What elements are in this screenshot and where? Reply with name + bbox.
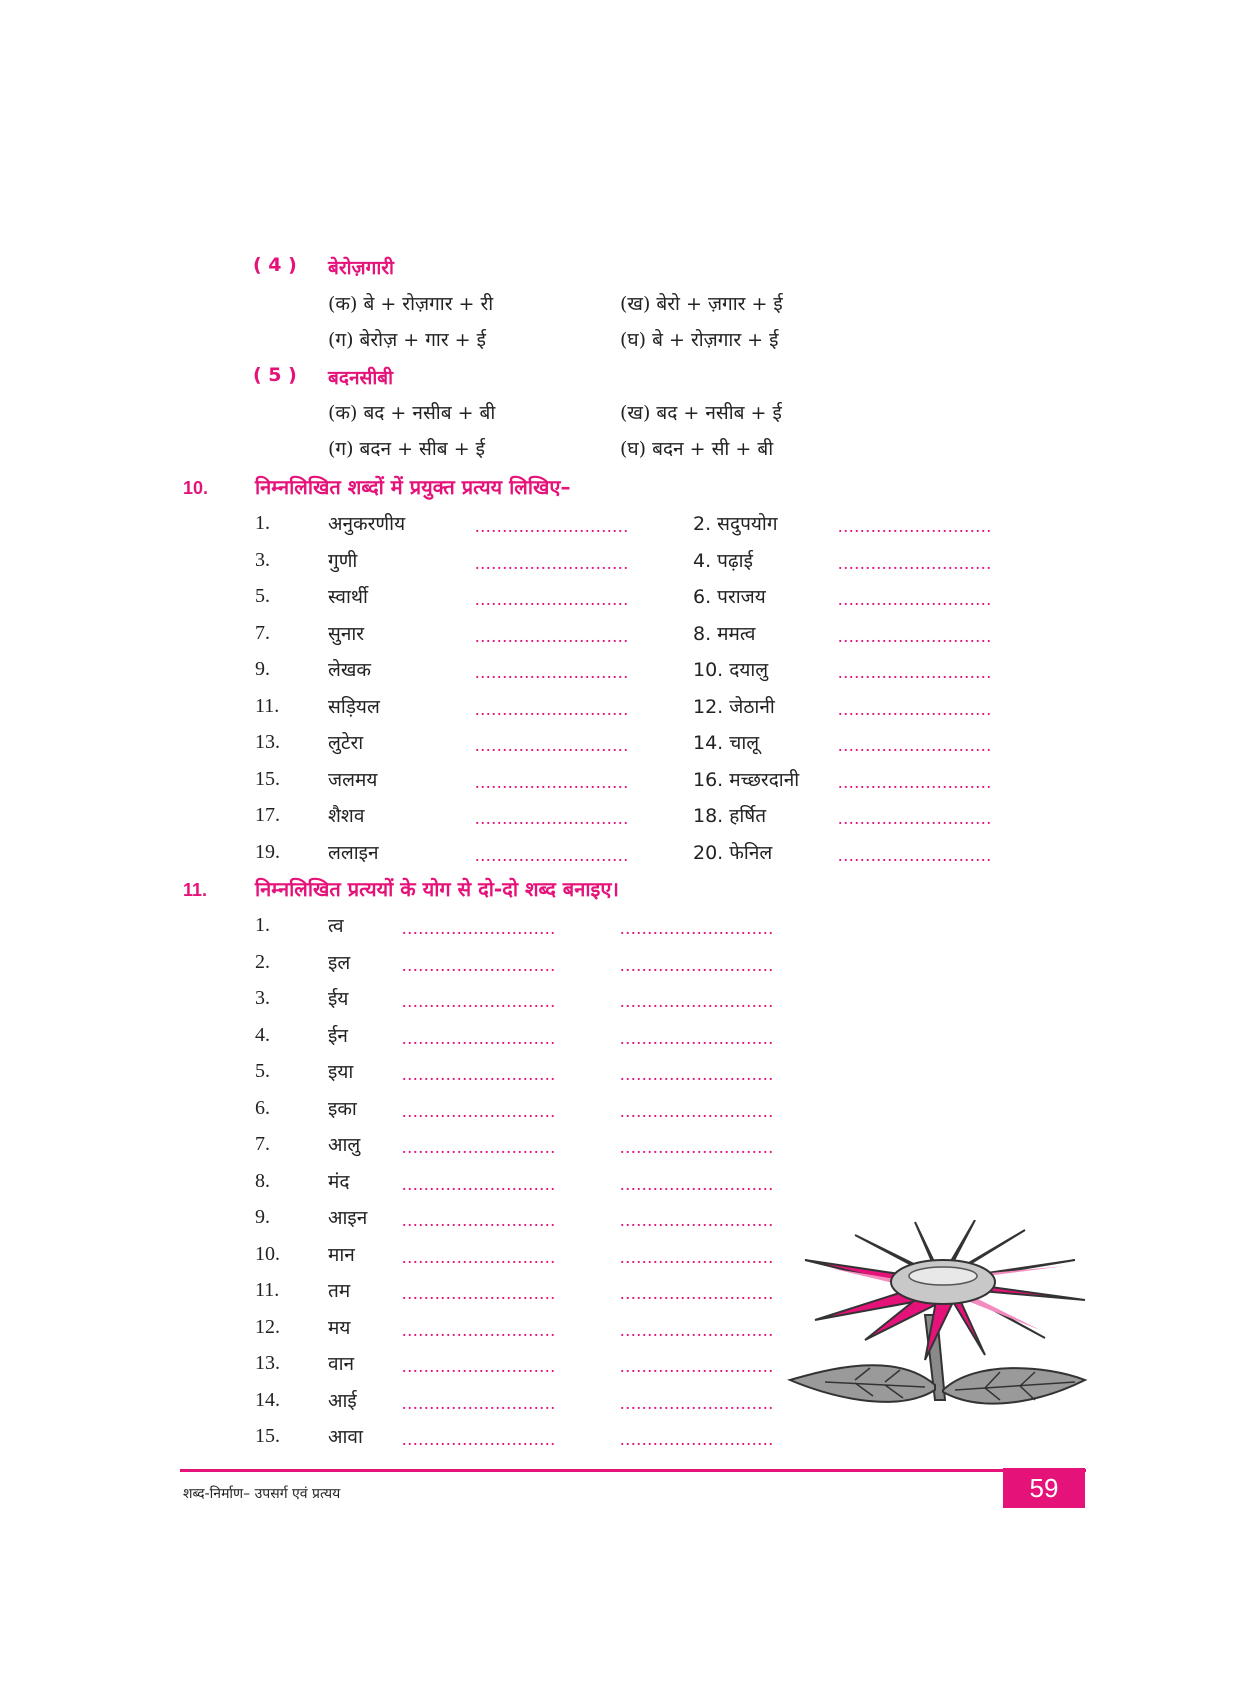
answer-blank: ............................: [620, 1100, 774, 1121]
item-number: 1.: [255, 512, 270, 534]
item-word: 18. हर्षित: [693, 805, 767, 827]
suffix-word: इया: [328, 1061, 354, 1083]
answer-blank: ............................: [402, 1027, 556, 1048]
item-word: गुणी: [328, 549, 358, 572]
answer-blank: ............................: [620, 1210, 774, 1230]
answer-blank: ............................: [402, 1100, 556, 1121]
answer-blank: ............................: [402, 1137, 556, 1157]
answer-blank: ............................: [620, 1319, 774, 1340]
suffix-word: आइन: [328, 1207, 368, 1229]
item-word: 14. चालू: [693, 732, 760, 754]
subquestion-word: बदनसीबी: [328, 367, 394, 389]
answer-blank: ............................: [838, 552, 992, 573]
answer-blank: ............................: [838, 844, 992, 865]
answer-blank: ............................: [838, 735, 992, 755]
item-number: 17.: [255, 804, 280, 826]
item-word: अनुकरणीय: [328, 513, 406, 535]
answer-blank: ............................: [838, 808, 992, 828]
answer-blank: ............................: [475, 808, 629, 828]
item-word: स्वार्थी: [328, 586, 368, 608]
suffix-word: मान: [328, 1243, 355, 1266]
pink-flower-icon: [785, 1220, 1100, 1420]
answer-blank: ............................: [402, 954, 556, 975]
answer-blank: ............................: [620, 1283, 774, 1303]
suffix-word: इल: [328, 951, 351, 974]
item-word: 6. पराजय: [693, 586, 766, 608]
answer-blank: ............................: [838, 516, 992, 536]
option-ga: (ग) बदन + सीब + ई: [328, 438, 485, 460]
item-number: 9.: [255, 658, 270, 680]
option-kha: (ख) बद + नसीब + ई: [620, 402, 782, 424]
item-word: सुनार: [328, 622, 365, 645]
item-number: 4.: [255, 1023, 270, 1046]
answer-blank: ............................: [620, 954, 774, 975]
page-number: 59: [1003, 1468, 1085, 1508]
subquestion-number: ( 5 ): [253, 364, 297, 386]
item-number: 13.: [255, 1352, 280, 1374]
answer-blank: ............................: [620, 1429, 774, 1449]
answer-blank: ............................: [838, 589, 992, 609]
item-number: 2.: [255, 950, 270, 973]
answer-blank: ............................: [402, 1429, 556, 1449]
answer-blank: ............................: [475, 625, 629, 646]
answer-blank: ............................: [475, 662, 629, 682]
suffix-word: आवा: [328, 1426, 363, 1448]
suffix-word: वान: [328, 1353, 355, 1375]
suffix-word: आलु: [328, 1134, 361, 1156]
item-number: 5.: [255, 585, 270, 607]
answer-blank: ............................: [838, 698, 992, 719]
answer-blank: ............................: [475, 698, 629, 719]
item-number: 8.: [255, 1169, 270, 1192]
answer-blank: ............................: [475, 552, 629, 573]
answer-blank: ............................: [620, 1064, 774, 1084]
item-number: 12.: [255, 1315, 280, 1338]
item-word: शैशव: [328, 805, 365, 827]
question-heading: निम्नलिखित प्रत्ययों के योग से दो-दो शब्द बनाइए।: [255, 877, 619, 901]
suffix-word: त्व: [328, 915, 344, 937]
answer-blank: ............................: [838, 625, 992, 646]
item-number: 5.: [255, 1060, 270, 1082]
answer-blank: ............................: [620, 1137, 774, 1157]
item-word: लुटेरा: [328, 732, 364, 754]
answer-blank: ............................: [402, 1210, 556, 1230]
option-ka: (क) बद + नसीब + बी: [328, 402, 496, 424]
answer-blank: ............................: [838, 662, 992, 682]
suffix-word: आई: [328, 1389, 357, 1412]
item-number: 3.: [255, 987, 270, 1009]
suffix-word: तम: [328, 1280, 351, 1302]
item-word: 4. पढ़ाई: [693, 549, 753, 572]
answer-blank: ............................: [620, 1173, 774, 1194]
item-number: 15.: [255, 1425, 280, 1447]
suffix-word: मंद: [328, 1170, 350, 1193]
item-word: जलमय: [328, 768, 378, 791]
item-number: 15.: [255, 767, 280, 790]
item-number: 9.: [255, 1206, 270, 1228]
item-number: 11.: [255, 1279, 280, 1301]
item-number: 3.: [255, 548, 270, 571]
item-number: 19.: [255, 840, 280, 863]
answer-blank: ............................: [620, 1246, 774, 1267]
item-word: 12. जेठानी: [693, 695, 775, 718]
suffix-word: इका: [328, 1097, 357, 1120]
question-number: 11.: [183, 880, 208, 900]
answer-blank: ............................: [402, 1356, 556, 1376]
suffix-word: ईन: [328, 1024, 348, 1047]
item-word: 2. सदुपयोग: [693, 513, 778, 535]
footer-divider: [180, 1469, 1086, 1472]
answer-blank: ............................: [620, 1356, 774, 1376]
item-number: 6.: [255, 1096, 270, 1119]
item-number: 1.: [255, 914, 270, 936]
answer-blank: ............................: [475, 844, 629, 865]
answer-blank: ............................: [402, 918, 556, 938]
item-number: 11.: [255, 694, 280, 717]
subquestion-word: बेरोज़गारी: [328, 257, 394, 279]
item-number: 10.: [255, 1242, 280, 1265]
answer-blank: ............................: [402, 1064, 556, 1084]
item-number: 7.: [255, 1133, 270, 1155]
answer-blank: ............................: [475, 516, 629, 536]
item-word: ललाइन: [328, 841, 379, 864]
option-ka: (क) बे + रोज़गार + री: [328, 293, 494, 315]
question-number: 10.: [183, 478, 209, 498]
suffix-word: ईय: [328, 988, 349, 1010]
item-word: 8. ममत्व: [693, 622, 756, 645]
option-gha: (घ) बदन + सी + बी: [620, 438, 774, 460]
answer-blank: ............................: [620, 1392, 774, 1413]
answer-blank: ............................: [402, 1319, 556, 1340]
item-word: 16. मच्छरदानी: [693, 768, 800, 791]
answer-blank: ............................: [402, 1246, 556, 1267]
answer-blank: ............................: [475, 589, 629, 609]
answer-blank: ............................: [620, 1027, 774, 1048]
item-number: 14.: [255, 1388, 280, 1411]
answer-blank: ............................: [402, 991, 556, 1011]
item-word: 20. फेनिल: [693, 841, 773, 864]
item-number: 13.: [255, 731, 280, 753]
answer-blank: ............................: [838, 771, 992, 792]
option-gha: (घ) बे + रोज़गार + ई: [620, 329, 779, 351]
answer-blank: ............................: [475, 771, 629, 792]
suffix-word: मय: [328, 1316, 351, 1339]
answer-blank: ............................: [620, 991, 774, 1011]
answer-blank: ............................: [402, 1392, 556, 1413]
answer-blank: ............................: [620, 918, 774, 938]
answer-blank: ............................: [475, 735, 629, 755]
answer-blank: ............................: [402, 1173, 556, 1194]
item-word: 10. दयालु: [693, 659, 769, 681]
option-ga: (ग) बेरोज़ + गार + ई: [328, 329, 486, 351]
answer-blank: ............................: [402, 1283, 556, 1303]
subquestion-number: ( 4 ): [253, 254, 297, 276]
item-number: 7.: [255, 621, 270, 644]
chapter-title: शब्द-निर्माण– उपसर्ग एवं प्रत्यय: [183, 1486, 341, 1502]
item-word: सड़ियल: [328, 695, 380, 718]
question-heading: निम्नलिखित शब्दों में प्रयुक्त प्रत्यय लिखिए–: [255, 475, 571, 499]
item-word: लेखक: [328, 659, 372, 681]
option-kha: (ख) बेरो + ज़गार + ई: [620, 293, 783, 315]
